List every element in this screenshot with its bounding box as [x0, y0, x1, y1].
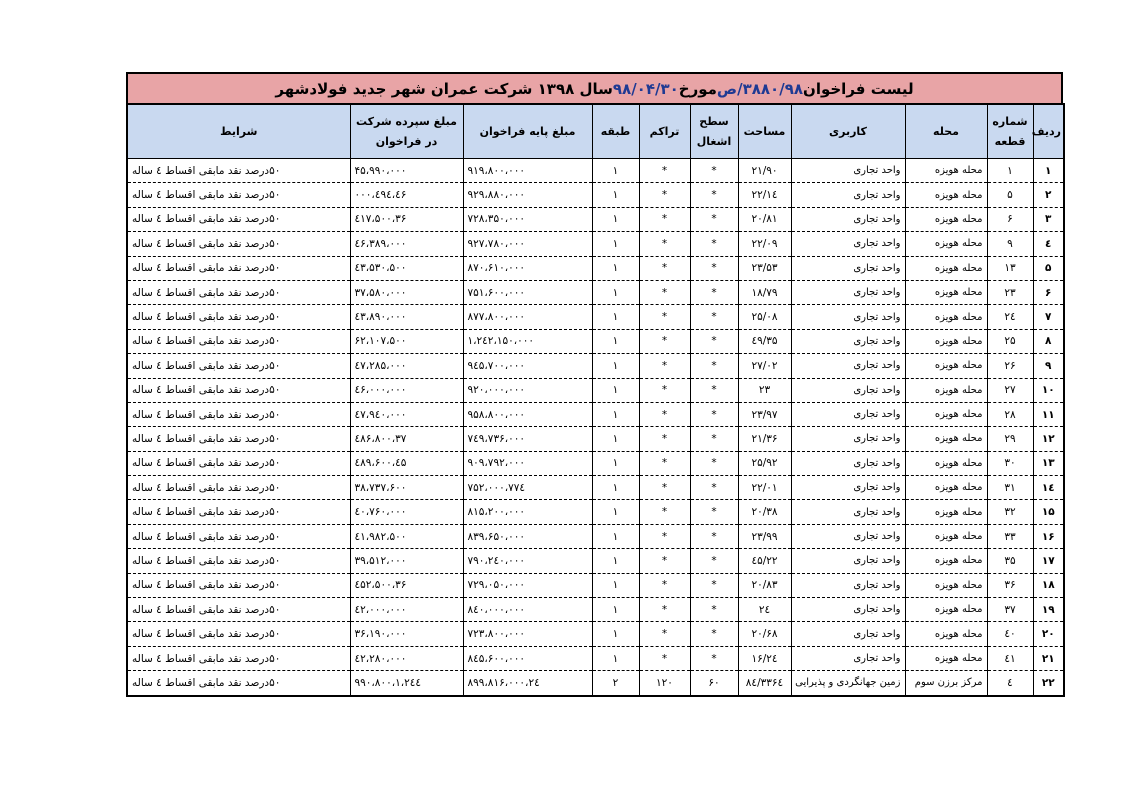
- cell-base-price: ۸۷۷،۸۰۰،۰۰۰: [463, 305, 592, 329]
- cell-deposit: ۳۶،۱۹۰،۰۰۰: [350, 622, 463, 646]
- cell-deposit: ٤۲،۲۸۰،۰۰۰: [350, 646, 463, 670]
- cell-area: ۲۲/۰۱: [738, 476, 791, 500]
- cell-plot-number: ۳۷: [987, 598, 1033, 622]
- cell-density: *: [639, 207, 690, 231]
- sheet-title: [126, 72, 1063, 103]
- cell-floor: ۱: [592, 451, 639, 475]
- cell-area: ۲۲/۱٤: [738, 183, 791, 207]
- title-prefix: لیست فراخوان: [803, 79, 914, 98]
- cell-occupancy: *: [690, 451, 738, 475]
- cell-location: محله هویزه: [905, 549, 987, 573]
- cell-area: ۲۳/۵۳: [738, 256, 791, 280]
- cell-conditions: ۵۰درصد نقد مابقی اقساط ٤ ساله: [127, 671, 350, 696]
- cell-area: ۲۵/۹۲: [738, 451, 791, 475]
- cell-usage: زمین جهانگردی و پذیرایی: [791, 671, 905, 696]
- cell-location: محله هویزه: [905, 354, 987, 378]
- cell-density: *: [639, 305, 690, 329]
- cell-plot-number: ۳۶: [987, 573, 1033, 597]
- cell-density: ۱۲۰: [639, 671, 690, 696]
- cell-occupancy: *: [690, 256, 738, 280]
- cell-density: *: [639, 329, 690, 353]
- cell-area: ۲۳: [738, 378, 791, 402]
- cell-occupancy: *: [690, 378, 738, 402]
- cell-usage: واحد تجاری: [791, 598, 905, 622]
- cell-floor: ۱: [592, 598, 639, 622]
- cell-floor: ۱: [592, 402, 639, 426]
- cell-floor: ۱: [592, 476, 639, 500]
- cell-plot-number: ۵: [987, 183, 1033, 207]
- cell-plot-number: ٤۱: [987, 646, 1033, 670]
- cell-location: محله هویزه: [905, 183, 987, 207]
- cell-location: محله هویزه: [905, 232, 987, 256]
- cell-plot-number: ۲۸: [987, 402, 1033, 426]
- cell-row-number: ۷: [1033, 305, 1064, 329]
- cell-floor: ۲: [592, 671, 639, 696]
- table-row: [127, 378, 1064, 402]
- cell-plot-number: ۲۳: [987, 280, 1033, 304]
- cell-base-price: ۸۳۹،۶۵۰،۰۰۰: [463, 524, 592, 548]
- cell-occupancy: *: [690, 500, 738, 524]
- cell-base-price: ۹٤۵،۷۰۰،۰۰۰: [463, 354, 592, 378]
- cell-location: محله هویزه: [905, 500, 987, 524]
- cell-density: *: [639, 159, 690, 183]
- cell-density: *: [639, 402, 690, 426]
- cell-deposit: ٤۰،۷۶۰،۰۰۰: [350, 500, 463, 524]
- cell-floor: ۱: [592, 573, 639, 597]
- cell-occupancy: *: [690, 646, 738, 670]
- table-row: [127, 329, 1064, 353]
- cell-deposit: ٤۲،۰۰۰،۰۰۰: [350, 598, 463, 622]
- cell-occupancy: ۶۰: [690, 671, 738, 696]
- cell-usage: واحد تجاری: [791, 476, 905, 500]
- cell-usage: واحد تجاری: [791, 378, 905, 402]
- cell-occupancy: *: [690, 598, 738, 622]
- cell-density: *: [639, 280, 690, 304]
- cell-density: *: [639, 183, 690, 207]
- table-row: [127, 232, 1064, 256]
- cell-row-number: ۱۸: [1033, 573, 1064, 597]
- cell-area: ۲۱/۹۰: [738, 159, 791, 183]
- cell-area: ۲۳/۹۹: [738, 524, 791, 548]
- cell-location: محله هویزه: [905, 402, 987, 426]
- cell-location: محله هویزه: [905, 427, 987, 451]
- cell-area: ۲۲/۰۹: [738, 232, 791, 256]
- cell-usage: واحد تجاری: [791, 280, 905, 304]
- cell-location: محله هویزه: [905, 524, 987, 548]
- cell-row-number: ۱۲: [1033, 427, 1064, 451]
- table-row: [127, 256, 1064, 280]
- title-number: ۳۸۸۰/۹۸/ص: [716, 79, 804, 98]
- cell-location: محله هویزه: [905, 476, 987, 500]
- cell-conditions: ۵۰درصد نقد مابقی اقساط ٤ ساله: [127, 183, 350, 207]
- cell-usage: واحد تجاری: [791, 646, 905, 670]
- cell-deposit: ٤۱،۹۸۲،۵۰۰: [350, 524, 463, 548]
- cell-row-number: ۱۵: [1033, 500, 1064, 524]
- cell-row-number: ۱۱: [1033, 402, 1064, 426]
- table-row: [127, 305, 1064, 329]
- cell-area: ۲۲/٤۵: [738, 549, 791, 573]
- table-row: [127, 646, 1064, 670]
- cell-area: ۲٤/۱۶: [738, 646, 791, 670]
- table-row: [127, 207, 1064, 231]
- header-base-price: مبلغ پایه فراخوان: [463, 104, 592, 159]
- cell-plot-number: ۳۵: [987, 549, 1033, 573]
- cell-occupancy: *: [690, 354, 738, 378]
- cell-deposit: ۳۷،۵۸۰،۰۰۰: [350, 280, 463, 304]
- cell-base-price: ۹۱۹،۸۰۰،۰۰۰: [463, 159, 592, 183]
- cell-floor: ۱: [592, 183, 639, 207]
- cell-conditions: ۵۰درصد نقد مابقی اقساط ٤ ساله: [127, 622, 350, 646]
- cell-location: محله هویزه: [905, 329, 987, 353]
- cell-base-price: ۹۵۸،۸۰۰،۰۰۰: [463, 402, 592, 426]
- cell-density: *: [639, 451, 690, 475]
- cell-occupancy: *: [690, 427, 738, 451]
- cell-usage: واحد تجاری: [791, 500, 905, 524]
- header-occupancy: سطح اشغال: [690, 104, 738, 159]
- cell-row-number: ۱۹: [1033, 598, 1064, 622]
- cell-usage: واحد تجاری: [791, 159, 905, 183]
- cell-area: ۲۱/۳۶: [738, 427, 791, 451]
- cell-base-price: ۷۵۱،۶۰۰،۰۰۰: [463, 280, 592, 304]
- cell-conditions: ۵۰درصد نقد مابقی اقساط ٤ ساله: [127, 549, 350, 573]
- cell-area: ۲۷/۰۲: [738, 354, 791, 378]
- cell-floor: ۱: [592, 207, 639, 231]
- table-row: [127, 427, 1064, 451]
- cell-row-number: ۹: [1033, 354, 1064, 378]
- cell-row-number: ۱۷: [1033, 549, 1064, 573]
- cell-deposit: ٤۳،۵۳۰،۵۰۰: [350, 256, 463, 280]
- cell-conditions: ۵۰درصد نقد مابقی اقساط ٤ ساله: [127, 451, 350, 475]
- table-row: [127, 354, 1064, 378]
- cell-occupancy: *: [690, 549, 738, 573]
- cell-deposit: ٤۷،۹٤۰،۰۰۰: [350, 402, 463, 426]
- header-conditions: شرایط: [127, 104, 350, 159]
- header-density: تراکم: [639, 104, 690, 159]
- cell-density: *: [639, 427, 690, 451]
- cell-plot-number: ۳۱: [987, 476, 1033, 500]
- table-row: [127, 159, 1064, 183]
- cell-area: ۳۵/٤۹: [738, 329, 791, 353]
- cell-conditions: ۵۰درصد نقد مابقی اقساط ٤ ساله: [127, 232, 350, 256]
- cell-usage: واحد تجاری: [791, 305, 905, 329]
- table-row: [127, 402, 1064, 426]
- cell-plot-number: ۶: [987, 207, 1033, 231]
- cell-density: *: [639, 256, 690, 280]
- cell-deposit: ۳۶،٤۱۷،۵۰۰: [350, 207, 463, 231]
- cell-base-price: ۸۷۰،۶۱۰،۰۰۰: [463, 256, 592, 280]
- cell-base-price: ۷۹۰،۲٤۰،۰۰۰: [463, 549, 592, 573]
- cell-conditions: ۵۰درصد نقد مابقی اقساط ٤ ساله: [127, 598, 350, 622]
- cell-plot-number: ۱: [987, 159, 1033, 183]
- cell-base-price: ۹۲۷،۷۸۰،۰۰۰: [463, 232, 592, 256]
- cell-deposit: ٤۵،٤۸۹،۶۰۰: [350, 451, 463, 475]
- cell-area: ۳۳۶٤/۸٤: [738, 671, 791, 696]
- cell-plot-number: ۹: [987, 232, 1033, 256]
- header-floor: طبقه: [592, 104, 639, 159]
- cell-floor: ۱: [592, 622, 639, 646]
- cell-row-number: ۲۱: [1033, 646, 1064, 670]
- cell-area: ۲۳/۹۷: [738, 402, 791, 426]
- table-row: [127, 451, 1064, 475]
- cell-usage: واحد تجاری: [791, 524, 905, 548]
- cell-plot-number: ۲۹: [987, 427, 1033, 451]
- cell-usage: واحد تجاری: [791, 549, 905, 573]
- cell-base-price: ۸٤۵،۶۰۰،۰۰۰: [463, 646, 592, 670]
- cell-occupancy: *: [690, 402, 738, 426]
- cell-location: محله هویزه: [905, 305, 987, 329]
- title-mid: مورخ: [678, 79, 717, 98]
- cell-row-number: ۱۰: [1033, 378, 1064, 402]
- cell-usage: واحد تجاری: [791, 427, 905, 451]
- cell-row-number: ۲: [1033, 183, 1064, 207]
- cell-plot-number: ۳۳: [987, 524, 1033, 548]
- cell-conditions: ۵۰درصد نقد مابقی اقساط ٤ ساله: [127, 305, 350, 329]
- cell-usage: واحد تجاری: [791, 183, 905, 207]
- cell-plot-number: ۳۲: [987, 500, 1033, 524]
- table-row: [127, 280, 1064, 304]
- table-row: [127, 573, 1064, 597]
- cell-plot-number: ۱۳: [987, 256, 1033, 280]
- cell-conditions: ۵۰درصد نقد مابقی اقساط ٤ ساله: [127, 427, 350, 451]
- cell-conditions: ۵۰درصد نقد مابقی اقساط ٤ ساله: [127, 476, 350, 500]
- table-body: [127, 159, 1064, 696]
- cell-row-number: ۱: [1033, 159, 1064, 183]
- cell-area: ۲۰/۶۸: [738, 622, 791, 646]
- table-row: [127, 500, 1064, 524]
- cell-floor: ۱: [592, 549, 639, 573]
- cell-base-price: ۷٤۹،۷۳۶،۰۰۰: [463, 427, 592, 451]
- cell-conditions: ۵۰درصد نقد مابقی اقساط ٤ ساله: [127, 524, 350, 548]
- cell-usage: واحد تجاری: [791, 207, 905, 231]
- cell-density: *: [639, 524, 690, 548]
- cell-area: ۲٤: [738, 598, 791, 622]
- cell-floor: ۱: [592, 500, 639, 524]
- cell-conditions: ۵۰درصد نقد مابقی اقساط ٤ ساله: [127, 573, 350, 597]
- cell-conditions: ۵۰درصد نقد مابقی اقساط ٤ ساله: [127, 329, 350, 353]
- cell-row-number: ٤: [1033, 232, 1064, 256]
- cell-row-number: ۳: [1033, 207, 1064, 231]
- cell-base-price: ۷۲۸،۳۵۰،۰۰۰: [463, 207, 592, 231]
- cell-deposit: ۴۵،۹۹۰،۰۰۰: [350, 159, 463, 183]
- cell-density: *: [639, 598, 690, 622]
- cell-conditions: ۵۰درصد نقد مابقی اقساط ٤ ساله: [127, 378, 350, 402]
- cell-location: محله هویزه: [905, 280, 987, 304]
- cell-deposit: ۳۸،۷۳۷،۶۰۰: [350, 476, 463, 500]
- cell-floor: ۱: [592, 427, 639, 451]
- table-header-row: [127, 104, 1064, 159]
- cell-area: ۱۸/۷۹: [738, 280, 791, 304]
- cell-plot-number: ۲۶: [987, 354, 1033, 378]
- cell-floor: ۱: [592, 378, 639, 402]
- cell-conditions: ۵۰درصد نقد مابقی اقساط ٤ ساله: [127, 280, 350, 304]
- cell-base-price: ۷۲۳،۸۰۰،۰۰۰: [463, 622, 592, 646]
- cell-row-number: ۸: [1033, 329, 1064, 353]
- cell-plot-number: ۳۰: [987, 451, 1033, 475]
- cell-location: محله هویزه: [905, 451, 987, 475]
- cell-deposit: ٤۶،٤۹٤،۰۰۰: [350, 183, 463, 207]
- cell-base-price: ۷۲۹،۰۵۰،۰۰۰: [463, 573, 592, 597]
- plots-table: [126, 103, 1065, 697]
- cell-location: محله هویزه: [905, 622, 987, 646]
- cell-density: *: [639, 232, 690, 256]
- title-date: ۹۸/۰۴/۳۰: [612, 79, 679, 98]
- cell-area: ۲۰/۸۳: [738, 573, 791, 597]
- cell-location: محله هویزه: [905, 256, 987, 280]
- cell-plot-number: ۲٤: [987, 305, 1033, 329]
- cell-area: ۲۵/۰۸: [738, 305, 791, 329]
- cell-density: *: [639, 500, 690, 524]
- cell-conditions: ۵۰درصد نقد مابقی اقساط ٤ ساله: [127, 354, 350, 378]
- cell-deposit: ٤۶،۰۰۰،۰۰۰: [350, 378, 463, 402]
- cell-deposit: ٤۶،۳۸۹،۰۰۰: [350, 232, 463, 256]
- cell-floor: ۱: [592, 159, 639, 183]
- title-suffix: سال ۱۳۹۸ شرکت عمران شهر جدید فولادشهر: [275, 79, 613, 98]
- cell-conditions: ۵۰درصد نقد مابقی اقساط ٤ ساله: [127, 402, 350, 426]
- cell-conditions: ۵۰درصد نقد مابقی اقساط ٤ ساله: [127, 646, 350, 670]
- table-row: [127, 549, 1064, 573]
- cell-density: *: [639, 476, 690, 500]
- cell-occupancy: *: [690, 159, 738, 183]
- cell-occupancy: *: [690, 524, 738, 548]
- table-row: [127, 183, 1064, 207]
- cell-usage: واحد تجاری: [791, 232, 905, 256]
- cell-floor: ۱: [592, 256, 639, 280]
- cell-occupancy: *: [690, 573, 738, 597]
- table-row: [127, 476, 1064, 500]
- cell-usage: واحد تجاری: [791, 573, 905, 597]
- cell-occupancy: *: [690, 329, 738, 353]
- cell-density: *: [639, 378, 690, 402]
- cell-conditions: ۵۰درصد نقد مابقی اقساط ٤ ساله: [127, 500, 350, 524]
- cell-plot-number: ۲۵: [987, 329, 1033, 353]
- cell-row-number: ۵: [1033, 256, 1064, 280]
- cell-base-price: ۹۰۹،۷۹۲،۰۰۰: [463, 451, 592, 475]
- cell-deposit: ۳۶،٤۵۲،۵۰۰: [350, 573, 463, 597]
- cell-occupancy: *: [690, 207, 738, 231]
- cell-row-number: ۱۳: [1033, 451, 1064, 475]
- cell-deposit: ٤۳،۸۹۰،۰۰۰: [350, 305, 463, 329]
- cell-floor: ۱: [592, 305, 639, 329]
- cell-floor: ۱: [592, 280, 639, 304]
- cell-occupancy: *: [690, 476, 738, 500]
- cell-conditions: ۵۰درصد نقد مابقی اقساط ٤ ساله: [127, 256, 350, 280]
- cell-deposit: ٤۷،۲۸۵،۰۰۰: [350, 354, 463, 378]
- cell-row-number: ۲۲: [1033, 671, 1064, 696]
- cell-location: محله هویزه: [905, 598, 987, 622]
- cell-floor: ۱: [592, 646, 639, 670]
- cell-deposit: ۶۲،۱۰۷،۵۰۰: [350, 329, 463, 353]
- cell-row-number: ۱۶: [1033, 524, 1064, 548]
- cell-floor: ۱: [592, 354, 639, 378]
- cell-occupancy: *: [690, 232, 738, 256]
- cell-occupancy: *: [690, 622, 738, 646]
- header-usage: کاربری: [791, 104, 905, 159]
- cell-usage: واحد تجاری: [791, 402, 905, 426]
- table-row: [127, 671, 1064, 696]
- cell-plot-number: ٤: [987, 671, 1033, 696]
- cell-density: *: [639, 549, 690, 573]
- cell-density: *: [639, 573, 690, 597]
- cell-floor: ۱: [592, 524, 639, 548]
- cell-location: محله هویزه: [905, 159, 987, 183]
- cell-base-price: ۸٤۰،۰۰۰،۰۰۰: [463, 598, 592, 622]
- cell-location: محله هویزه: [905, 378, 987, 402]
- cell-conditions: ۵۰درصد نقد مابقی اقساط ٤ ساله: [127, 159, 350, 183]
- cell-usage: واحد تجاری: [791, 622, 905, 646]
- header-deposit: مبلغ سپرده شرکت در فراخوان: [350, 104, 463, 159]
- cell-row-number: ۶: [1033, 280, 1064, 304]
- header-row: ردیف: [1033, 104, 1064, 159]
- header-plot: شماره قطعه: [987, 104, 1033, 159]
- cell-row-number: ۲۰: [1033, 622, 1064, 646]
- header-area: مساحت: [738, 104, 791, 159]
- cell-location: محله هویزه: [905, 207, 987, 231]
- cell-usage: واحد تجاری: [791, 329, 905, 353]
- cell-location: محله هویزه: [905, 646, 987, 670]
- cell-base-price: ۸۱۵،۲۰۰،۰۰۰: [463, 500, 592, 524]
- cell-usage: واحد تجاری: [791, 354, 905, 378]
- cell-deposit: ۳۹،۵۱۲،۰۰۰: [350, 549, 463, 573]
- cell-usage: واحد تجاری: [791, 256, 905, 280]
- cell-row-number: ۱٤: [1033, 476, 1064, 500]
- cell-plot-number: ۲۷: [987, 378, 1033, 402]
- cell-location: محله هویزه: [905, 573, 987, 597]
- cell-density: *: [639, 622, 690, 646]
- cell-deposit: ۳۷،٤۸۶،۸۰۰: [350, 427, 463, 451]
- cell-occupancy: *: [690, 183, 738, 207]
- cell-area: ۲۰/۸۱: [738, 207, 791, 231]
- table-row: [127, 524, 1064, 548]
- cell-base-price: ۹۲۰،۰۰۰،۰۰۰: [463, 378, 592, 402]
- cell-base-price: ۲٤،۸۹۹،۸۱۶،۰۰۰: [463, 671, 592, 696]
- cell-deposit: ۱،۲٤٤،۹۹۰،۸۰۰: [350, 671, 463, 696]
- cell-density: *: [639, 354, 690, 378]
- cell-floor: ۱: [592, 329, 639, 353]
- tender-sheet: [126, 72, 1063, 697]
- cell-base-price: ۱،۲٤۲،۱۵۰،۰۰۰: [463, 329, 592, 353]
- cell-usage: واحد تجاری: [791, 451, 905, 475]
- cell-plot-number: ٤۰: [987, 622, 1033, 646]
- table-row: [127, 598, 1064, 622]
- header-location: محله: [905, 104, 987, 159]
- cell-base-price: ۹۲۹،۸۸۰،۰۰۰: [463, 183, 592, 207]
- cell-occupancy: *: [690, 280, 738, 304]
- cell-density: *: [639, 646, 690, 670]
- table-row: [127, 622, 1064, 646]
- cell-base-price: ۷۷٤،۷۵۲،۰۰۰: [463, 476, 592, 500]
- cell-area: ۲۰/۳۸: [738, 500, 791, 524]
- cell-conditions: ۵۰درصد نقد مابقی اقساط ٤ ساله: [127, 207, 350, 231]
- cell-occupancy: *: [690, 305, 738, 329]
- cell-floor: ۱: [592, 232, 639, 256]
- cell-location: مرکز برزن سوم: [905, 671, 987, 696]
